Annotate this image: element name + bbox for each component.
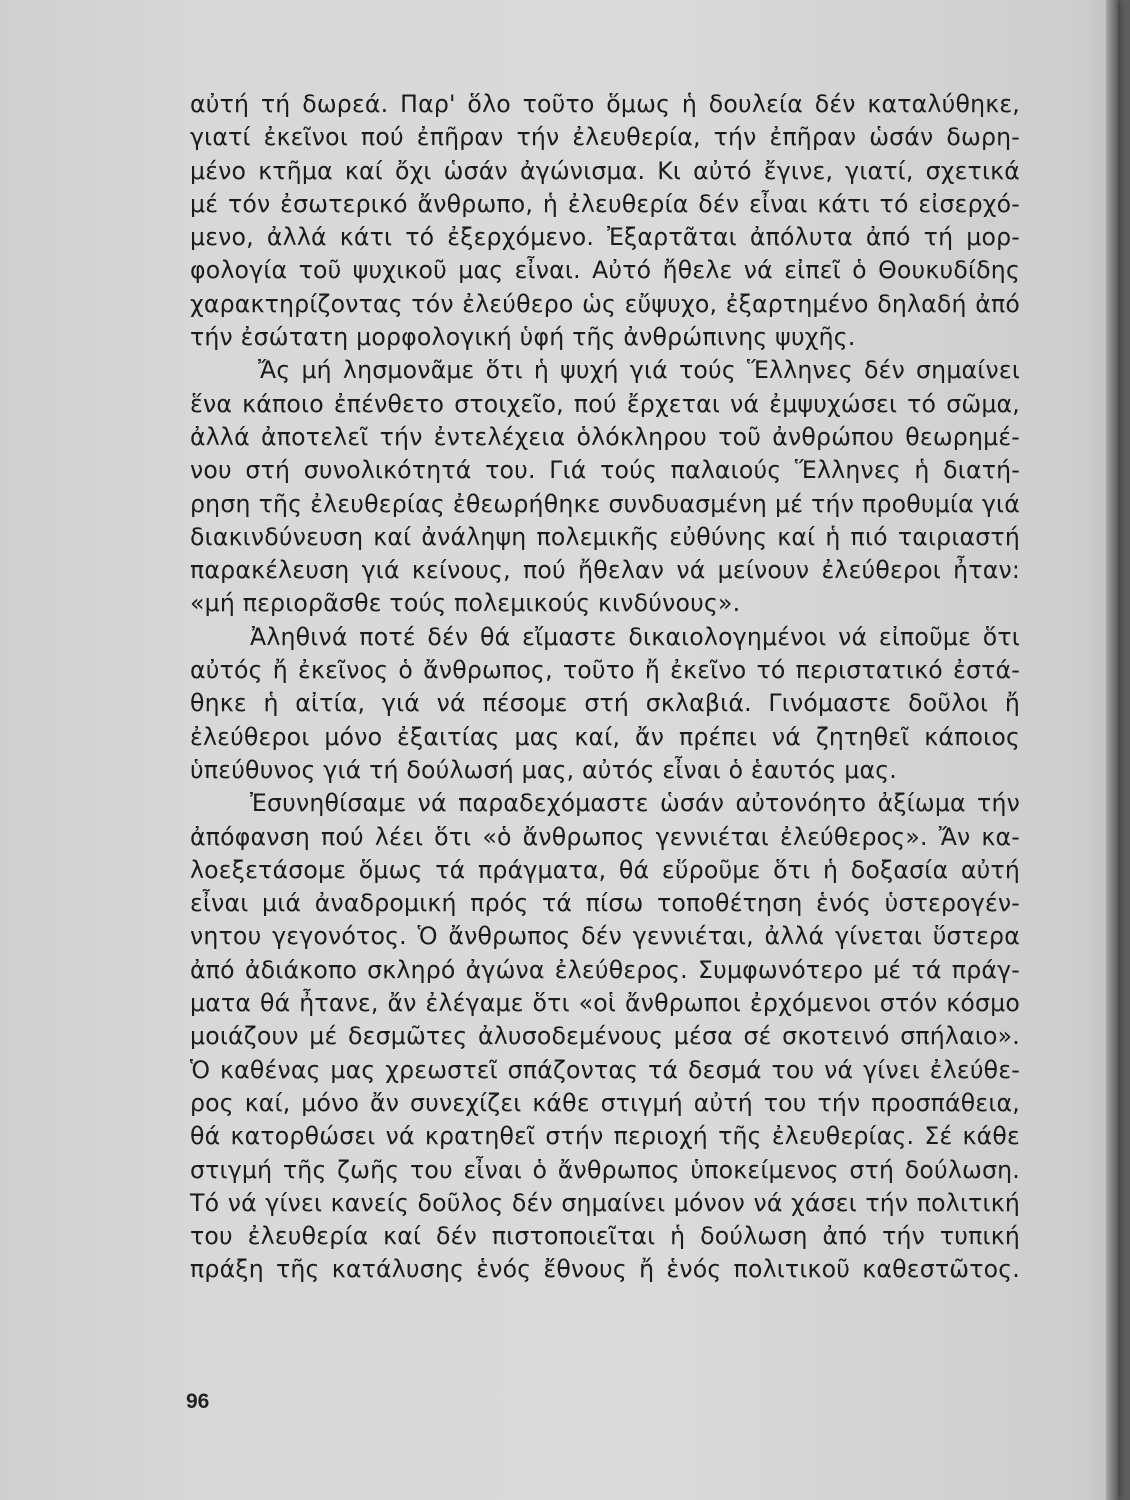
text-line: θά κατορθώσει νά κρατηθεῖ στήν περιοχή τῆς ἐλευθερίας. Σέ κάθε (190, 1122, 1020, 1151)
text-line: φολογία τοῦ ψυχικοῦ μας εἶναι. Αὐτό ἤθελε νά εἰπεῖ ὁ Θουκυδίδης (190, 256, 1020, 285)
text-line: ὑπεύθυνος γιά τή δούλωσή μας, αὐτός εἶναι ὁ ἑαυτός μας. (190, 755, 897, 784)
text-line: νου στή συνολικότητά του. Γιά τούς παλαιούς Ἕλληνες ἡ διατή- (190, 456, 1020, 485)
text-line: γιατί ἐκεῖνοι πού ἐπῆραν τήν ἐλευθερία, τήν ἐπῆραν ὡσάν δωρη- (190, 123, 1020, 152)
text-line: ματα θά ἦτανε, ἄν ἐλέγαμε ὅτι «οἱ ἄνθρωποι ἐρχόμενοι στόν κόσμο (190, 989, 1020, 1018)
text-line: διακινδύνευση καί ἀνάληψη πολεμικῆς εὐθύνης καί ἡ πιό ταιριαστή (190, 522, 1020, 551)
text-line: εἶναι μιά ἀναδρομική πρός τά πίσω τοποθέτηση ἑνός ὑστερογέν- (190, 889, 1020, 918)
body-text (190, 88, 1020, 1287)
text-line: ρηση τῆς ἐλευθερίας ἐθεωρήθηκε συνδυασμένη μέ τήν προθυμία γιά (190, 489, 1020, 518)
text-line: χαρακτηρίζοντας τόν ἐλεύθερο ὡς εὔψυχο, ἐξαρτημένο δηλαδή ἀπό (190, 289, 1020, 318)
text-line: Ἄς μή λησμονᾶμε ὅτι ἡ ψυχή γιά τούς Ἕλληνες δέν σημαίνει (258, 356, 1020, 385)
text-line: θηκε ἡ αἰτία, γιά νά πέσομε στή σκλαβιά. Γινόμαστε δοῦλοι ἤ (190, 689, 1020, 718)
text-line: ἀπόφανση πού λέει ὅτι «ὁ ἄνθρωπος γεννιέται ἐλεύθερος». Ἄν κα- (190, 822, 1020, 851)
text-line: τήν ἐσώτατη μορφολογική ὑφή τῆς ἀνθρώπινης ψυχῆς. (190, 323, 856, 352)
text-line: στιγμή τῆς ζωῆς του εἶναι ὁ ἄνθρωπος ὑποκείμενος στή δούλωση. (190, 1155, 1020, 1184)
text-line: νητου γεγονότος. Ὁ ἄνθρωπος δέν γεννιέται, ἀλλά γίνεται ὕστερα (190, 922, 1020, 951)
text-line: του ἐλευθερία καί δέν πιστοποιεῖται ἡ δούλωση ἀπό τήν τυπική (190, 1222, 1020, 1251)
text-line: ἀλλά ἀποτελεῖ τήν ἐντελέχεια ὁλόκληρου τοῦ ἀνθρώπου θεωρημέ- (190, 422, 1020, 451)
text-line: μενο, ἀλλά κάτι τό ἐξερχόμενο. Ἐξαρτᾶται ἀπόλυτα ἀπό τή μορ- (190, 223, 1020, 252)
text-line: αὐτή τή δωρεά. Παρ' ὅλο τοῦτο ὅμως ἡ δουλεία δέν καταλύθηκε, (190, 90, 1020, 118)
text-line: ἕνα κάποιο ἐπένθετο στοιχεῖο, πού ἔρχεται νά ἐμψυχώσει τό σῶμα, (190, 389, 1020, 418)
text-line: μέ τόν ἐσωτερικό ἄνθρωπο, ἡ ἐλευθερία δέν εἶναι κάτι τό εἰσερχό- (190, 189, 1020, 218)
page-number: 96 (186, 1390, 210, 1413)
text-line: μοιάζουν μέ δεσμῶτες ἀλυσοδεμένους μέσα σέ σκοτεινό σπήλαιο». (190, 1022, 1020, 1051)
text-line: Ὁ καθένας μας χρεωστεῖ σπάζοντας τά δεσμά του νά γίνει ἐλεύθε- (190, 1055, 1020, 1084)
text-line: Ἐσυνηθίσαμε νά παραδεχόμαστε ὡσάν αὐτονόητο ἀξίωμα τήν (250, 789, 1020, 818)
page-edge (1106, 0, 1118, 1500)
text-line: ἐλεύθεροι μόνο ἐξαιτίας μας καί, ἄν πρέπει νά ζητηθεῖ κάποιος (190, 722, 1020, 751)
text-line: «μή περιορᾶσθε τούς πολεμικούς κινδύνους». (190, 589, 741, 618)
text-line: ἀπό ἀδιάκοπο σκληρό ἀγώνα ἐλεύθερος. Συμφωνότερο μέ τά πράγ- (190, 955, 1020, 984)
text-line: Ἀληθινά ποτέ δέν θά εἴμαστε δικαιολογημένοι νά εἰποῦμε ὅτι (250, 622, 1020, 651)
text-line: ρος καί, μόνο ἄν συνεχίζει κάθε στιγμή αὐτή του τήν προσπάθεια, (190, 1088, 1020, 1117)
text-line: παρακέλευση γιά κείνους, πού ἤθελαν νά μείνουν ἐλεύθεροι ἦταν: (190, 556, 1020, 585)
text-line: λοεξετάσομε ὅμως τά πράγματα, θά εὕροῦμε ὅτι ἡ δοξασία αὐτή (190, 855, 1020, 884)
text-line: μένο κτῆμα καί ὄχι ὡσάν ἀγώνισμα. Κι αὐτό ἔγινε, γιατί, σχετικά (190, 156, 1020, 185)
text-line: πράξη τῆς κατάλυσης ἑνός ἔθνους ἤ ἑνός πολιτικοῦ καθεστῶτος. (190, 1255, 1020, 1284)
text-line: αὐτός ἤ ἐκεῖνος ὁ ἄνθρωπος, τοῦτο ἤ ἐκεῖνο τό περιστατικό ἐστά- (190, 656, 1020, 685)
text-line: Τό νά γίνει κανείς δοῦλος δέν σημαίνει μόνον νά χάσει τήν πολιτική (190, 1188, 1020, 1217)
